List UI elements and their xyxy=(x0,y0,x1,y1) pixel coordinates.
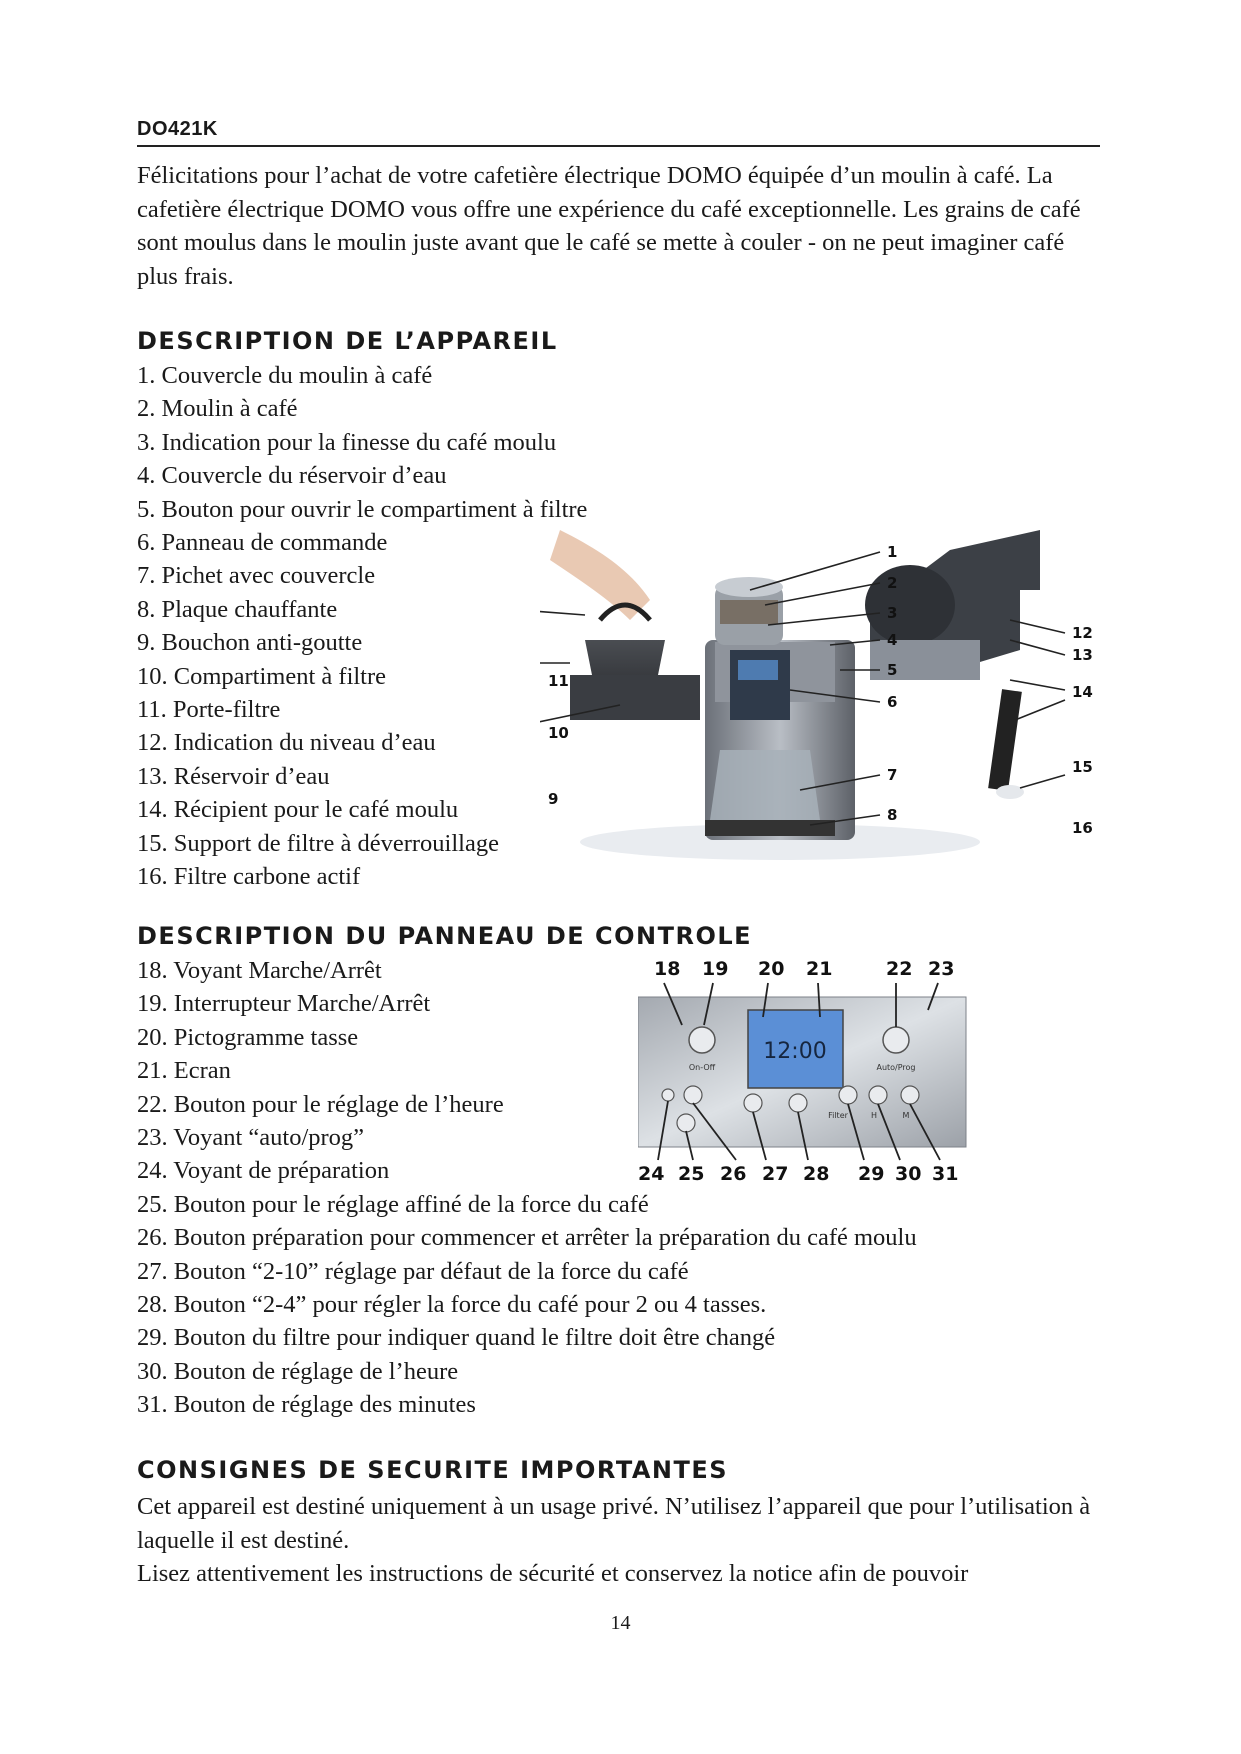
list-item: 4. Couvercle du réservoir d’eau xyxy=(137,462,447,490)
auto-prog-button[interactable] xyxy=(883,1027,909,1053)
list-item: 14. Récipient pour le café moulu xyxy=(137,796,459,824)
brew-button[interactable] xyxy=(684,1086,702,1104)
callout-26: 26 xyxy=(720,1163,747,1185)
filter-compartment xyxy=(570,675,700,720)
callout-10: 10 xyxy=(548,724,569,742)
callout-20: 20 xyxy=(758,958,785,980)
callout-14: 14 xyxy=(1072,683,1093,701)
callout-27: 27 xyxy=(762,1163,789,1185)
callout-13: 13 xyxy=(1072,646,1093,664)
list-item: 30. Bouton de réglage de l’heure xyxy=(137,1357,459,1385)
list-item: 21. Ecran xyxy=(137,1057,231,1085)
document-header xyxy=(137,118,1100,147)
list-item: 5. Bouton pour ouvrir le compartiment à filtre xyxy=(137,495,588,523)
filter-label: Filter xyxy=(828,1111,848,1120)
safety-paragraph: Lisez attentivement les instructions de sécurité et conservez la notice afin de pouvoir xyxy=(137,1560,969,1587)
callout-1: 1 xyxy=(887,543,898,561)
callout-2: 2 xyxy=(887,574,898,592)
safety-section-title: CONSIGNES DE SECURITE IMPORTANTES xyxy=(137,1456,729,1484)
filter-support xyxy=(988,689,1022,791)
callout-3: 3 xyxy=(887,604,898,622)
intro-paragraph: Félicitations pour l’achat de votre cafetière électrique DOMO équipée d’un moulin à café. La cafetière électrique DOMO vous offre une expérience du café exceptionnelle. Les grains de café sont moulus dans le moulin juste avant que le café se mette à couler - on ne peut imaginer café plus frais. xyxy=(137,162,1081,290)
callout-24: 24 xyxy=(638,1163,665,1185)
callout-31: 31 xyxy=(932,1163,959,1185)
hour-label: H xyxy=(870,1111,878,1120)
minute-label: M xyxy=(902,1111,910,1120)
callout-4: 4 xyxy=(887,631,898,649)
callout-22: 22 xyxy=(886,958,913,980)
lcd-time: 12:00 xyxy=(763,1039,827,1064)
list-item: 15. Support de filtre à déverrouillage xyxy=(137,829,499,857)
callout-21: 21 xyxy=(806,958,833,980)
appliance-parts-list xyxy=(137,359,587,894)
list-item: 23. Voyant “auto/prog” xyxy=(137,1124,365,1152)
list-item: 7. Pichet avec couvercle xyxy=(137,562,376,590)
callout-30: 30 xyxy=(895,1163,922,1185)
list-item: 9. Bouchon anti-goutte xyxy=(137,629,363,657)
filter-button[interactable] xyxy=(839,1086,857,1104)
control-panel-illustration xyxy=(638,955,978,1190)
auto-prog-label: Auto/Prog xyxy=(876,1063,916,1072)
list-item: 22. Bouton pour le réglage de l’heure xyxy=(137,1090,504,1118)
callout-25: 25 xyxy=(678,1163,705,1185)
carbon-filter xyxy=(996,785,1024,799)
list-item: 27. Bouton “2-10” réglage par défaut de la force du café xyxy=(137,1257,689,1285)
intro-text xyxy=(137,159,1107,293)
list-item: 29. Bouton du filtre pour indiquer quand le filtre doit être changé xyxy=(137,1324,776,1352)
list-item: 13. Réservoir d’eau xyxy=(137,762,330,790)
list-item: 3. Indication pour la finesse du café moulu xyxy=(137,428,557,456)
button-2-4[interactable] xyxy=(789,1094,807,1112)
appliance-callouts-left xyxy=(548,670,588,820)
safety-paragraph: Cet appareil est destiné uniquement à un usage privé. N’utilisez l’appareil que pour l’utilisation à laquelle il est destiné. xyxy=(137,1493,1091,1554)
callout-9: 9 xyxy=(548,790,559,808)
list-item: 25. Bouton pour le réglage affiné de la force du café xyxy=(137,1190,649,1218)
list-item: 2. Moulin à café xyxy=(137,395,298,423)
callout-8: 8 xyxy=(887,806,898,824)
on-off-button[interactable] xyxy=(689,1027,715,1053)
list-item: 28. Bouton “2-4” pour régler la force du café pour 2 ou 4 tasses. xyxy=(137,1291,767,1319)
minute-button[interactable] xyxy=(901,1086,919,1104)
callout-7: 7 xyxy=(887,766,898,784)
callout-12: 12 xyxy=(1072,624,1093,642)
list-item: 20. Pictogramme tasse xyxy=(137,1023,359,1051)
callout-15: 15 xyxy=(1072,758,1093,776)
list-item: 26. Bouton préparation pour commencer et arrêter la préparation du café moulu xyxy=(137,1224,917,1252)
list-item: 8. Plaque chauffante xyxy=(137,595,338,623)
list-item: 11. Porte-filtre xyxy=(137,696,281,724)
callout-16: 16 xyxy=(1072,819,1093,837)
callout-23: 23 xyxy=(928,958,955,980)
callout-29: 29 xyxy=(858,1163,885,1185)
list-item: 31. Bouton de réglage des minutes xyxy=(137,1391,476,1419)
button-2-10[interactable] xyxy=(744,1094,762,1112)
callout-11: 11 xyxy=(548,672,569,690)
list-item: 1. Couvercle du moulin à café xyxy=(137,362,433,389)
page-number: 14 xyxy=(610,1612,631,1634)
list-item: 6. Panneau de commande xyxy=(137,529,388,557)
appliance-illustration xyxy=(540,530,1140,890)
callout-5: 5 xyxy=(887,661,898,679)
brew-indicator-light xyxy=(662,1089,674,1101)
list-item: 18. Voyant Marche/Arrêt xyxy=(137,957,382,984)
list-item: 16. Filtre carbone actif xyxy=(137,863,361,891)
appliance-section-title: DESCRIPTION DE L’APPAREIL xyxy=(137,327,558,355)
list-item: 12. Indication du niveau d’eau xyxy=(137,729,436,757)
panel-section-title: DESCRIPTION DU PANNEAU DE CONTROLE xyxy=(137,922,753,950)
hour-button[interactable] xyxy=(869,1086,887,1104)
callout-6: 6 xyxy=(887,693,898,711)
carafe xyxy=(710,750,820,820)
callout-28: 28 xyxy=(803,1163,830,1185)
strength-fine-button[interactable] xyxy=(677,1114,695,1132)
list-item: 19. Interrupteur Marche/Arrêt xyxy=(137,990,431,1018)
on-off-label: On-Off xyxy=(688,1063,716,1072)
callout-18: 18 xyxy=(654,958,681,980)
list-item: 10. Compartiment à filtre xyxy=(137,662,387,690)
list-item: 24. Voyant de préparation xyxy=(137,1157,390,1185)
model-number: DO421K xyxy=(137,118,218,140)
callout-19: 19 xyxy=(702,958,729,980)
